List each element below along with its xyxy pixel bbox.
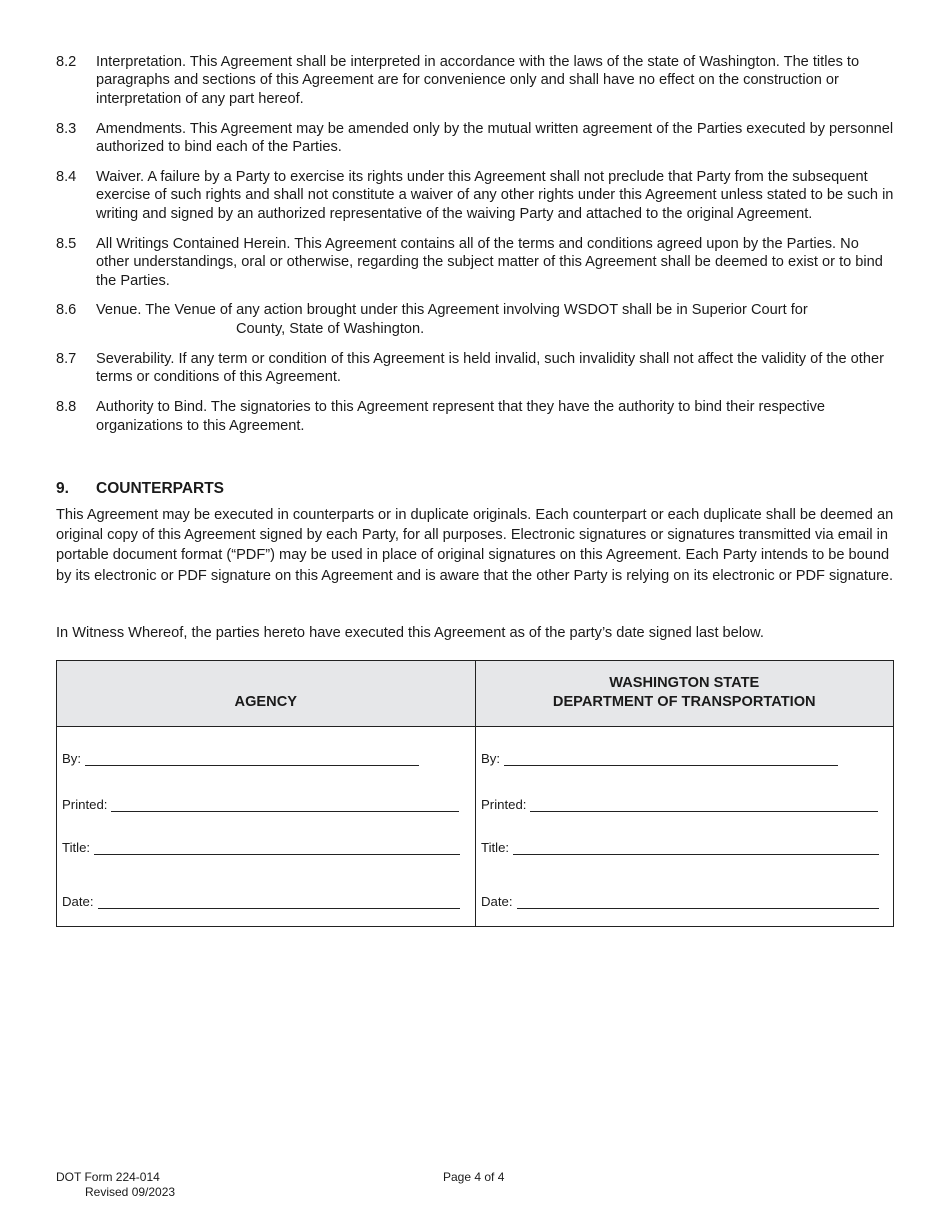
form-number: DOT Form 224-014 [56, 1170, 160, 1184]
agency-date-field[interactable] [62, 894, 460, 909]
witness-statement: In Witness Whereof, the parties hereto have executed this Agreement as of the party’s date signed last below. [56, 625, 764, 641]
clause-number: 8.7 [56, 350, 77, 367]
clause-text: Amendments. This Agreement may be amended only by the mutual written agreement of the Parties executed by personnel authorized to bind each of the Parties. [96, 120, 894, 156]
agency-printed-field[interactable] [62, 797, 459, 812]
wsdot-date-field[interactable] [481, 894, 879, 909]
wsdot-header-line2: DEPARTMENT OF TRANSPORTATION [552, 694, 816, 710]
date-label: Date: [481, 894, 513, 909]
wsdot-date-line[interactable] [517, 894, 879, 909]
wsdot-header [476, 661, 894, 727]
clause-text: Authority to Bind. The signatories to this Agreement represent that they have the authority to bind their respective organizations to this Agreement. [96, 399, 826, 434]
clause-text: Interpretation. This Agreement shall be interpreted in accordance with the laws of the state of Washington. The titles to paragraphs and sections of this Agreement are for convenience only and shall have no effect on the construction or interpretation of any part hereof. [96, 54, 860, 107]
wsdot-by-field[interactable] [481, 751, 838, 766]
page-number: Page 4 of 4 [443, 1170, 505, 1184]
printed-label: Printed: [62, 797, 108, 812]
by-label: By: [481, 751, 501, 766]
agency-header [57, 661, 475, 727]
agency-by-field[interactable] [62, 751, 419, 766]
clause-number: 8.2 [56, 54, 77, 70]
printed-label: Printed: [481, 797, 527, 812]
clause-text: Waiver. A failure by a Party to exercise its rights under this Agreement shall not preclude that Party from the subsequent exercise of such rights and shall not constitute a waiver of any other rights under this Agreement unless stated to be such in writing and signed by an authorized representative of the waiving Party and attached to the original Agreement. [96, 169, 894, 222]
clause-8-4 [56, 168, 896, 223]
clause-8-7 [56, 350, 896, 387]
clause-text: Severability. If any term or condition of this Agreement is held invalid, such invalidity shall not affect the validity of the other terms or conditions of this Agreement. [96, 350, 884, 386]
section-title: COUNTERPARTS [96, 480, 225, 497]
by-label: By: [62, 751, 82, 766]
section-number: 9. [56, 480, 69, 497]
wsdot-title-line[interactable] [513, 840, 879, 855]
clause-8-5 [56, 235, 896, 290]
venue-text-part1: Venue. The Venue of any action brought under this Agreement involving WSDOT shall be in Superior Court for [96, 302, 808, 319]
wsdot-printed-field[interactable] [481, 797, 878, 812]
wsdot-printed-line[interactable] [530, 797, 878, 812]
date-label: Date: [62, 894, 94, 909]
counterparts-paragraph: This Agreement may be executed in counterparts or in duplicate originals. Each counterpart or each duplicate shall be deemed an original copy of this Agreement signed by each Party, for all purposes. Electronic signatures or signatures transmitted via email in portable document format (“PDF”) may be used in place of original signatures on this Agreement. Each Party intends to be bound by its electronic or PDF signature on this Agreement and is aware that the other Party is relying on its electronic or PDF signature. [56, 507, 894, 584]
agency-title-line[interactable] [94, 840, 460, 855]
wsdot-title-field[interactable] [481, 840, 879, 855]
clause-number: 8.8 [56, 399, 77, 416]
section-heading [56, 480, 224, 498]
wsdot-column [475, 661, 894, 926]
agency-by-line[interactable] [85, 751, 419, 766]
title-label: Title: [62, 840, 91, 855]
agency-title-field[interactable] [62, 840, 460, 855]
agency-column [57, 661, 475, 926]
clause-text [96, 301, 896, 338]
wsdot-header-line1: WASHINGTON STATE [609, 675, 760, 691]
clause-text: All Writings Contained Herein. This Agreement contains all of the terms and conditions agreed upon by the Parties. No other understandings, oral or otherwise, regarding the subject matter of this Agreement shall be deemed to exist or to bind the Parties. [96, 235, 883, 289]
clause-number: 8.6 [56, 302, 77, 319]
wsdot-by-line[interactable] [504, 751, 838, 766]
signature-table [56, 660, 894, 927]
form-footer [56, 1170, 175, 1200]
venue-text-part2: County, State of Washington. [236, 320, 425, 337]
revision-date: Revised 09/2023 [85, 1185, 176, 1199]
agency-date-line[interactable] [98, 894, 460, 909]
clause-number: 8.3 [56, 120, 77, 137]
clause-number: 8.5 [56, 235, 77, 252]
title-label: Title: [481, 840, 510, 855]
clause-number: 8.4 [56, 169, 77, 186]
agency-printed-line[interactable] [111, 797, 459, 812]
agency-header-text: AGENCY [234, 694, 297, 710]
clause-8-6 [56, 301, 896, 338]
clause-8-8 [56, 398, 896, 435]
clause-8-3 [56, 120, 896, 157]
clause-list [56, 53, 896, 446]
clause-8-2 [56, 53, 896, 108]
